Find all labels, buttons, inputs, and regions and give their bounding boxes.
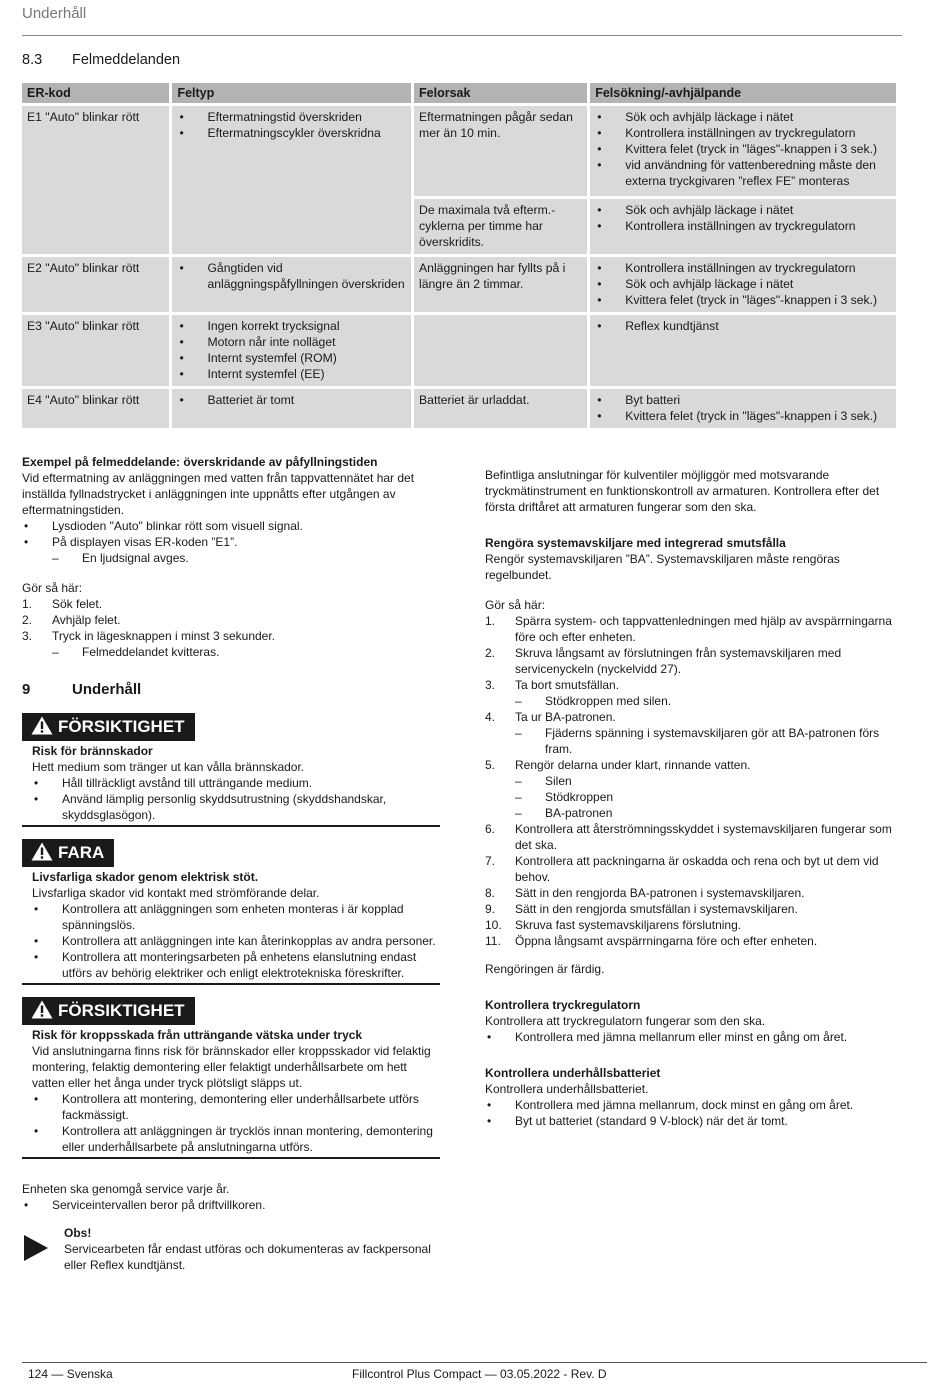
list-item: – Silen <box>485 773 905 789</box>
list-item: • Batteriet är tomt <box>177 392 406 408</box>
cell-code: E3 "Auto" blinkar rött <box>22 315 169 386</box>
cell-code: E1 "Auto" blinkar rött <box>22 106 169 254</box>
cell-types <box>172 106 411 254</box>
danger-box <box>22 839 440 985</box>
list-item: • Kontrollera med jämna mellanrum eller minst en gång om året. <box>485 1029 905 1045</box>
footer-divider <box>22 1362 927 1363</box>
cell-fix <box>590 315 896 386</box>
list-item: • Håll tillräckligt avstånd till utträngande medium. <box>32 775 440 791</box>
list-item: • Gångtiden vid anläggningspåfyllningen överskriden <box>177 260 406 292</box>
list-item: • Kontrollera att anläggningen inte kan återinkopplas av andra personer. <box>32 933 440 949</box>
steps-intro: Gör så här: <box>22 581 83 595</box>
steps-dash-list <box>22 644 440 660</box>
list-item: • Lysdioden "Auto" blinkar rött som visuell signal. <box>22 518 440 534</box>
list-item: – Felmeddelandet kvitteras. <box>22 644 440 660</box>
list-item: • Kontrollera inställningen av tryckregulatorn <box>595 260 891 276</box>
list-item: – Stödkroppen med silen. <box>485 693 905 709</box>
list-item: • Kontrollera att anläggningen är trycklös innan montering, demontering eller underhållsarbete på anslutningarna utförs. <box>32 1123 440 1155</box>
caution-text: Vid anslutningarna finns risk för brännskador eller kroppsskador vid felaktig montering, felaktig demontering eller felaktigt underhållsarbete om hett vatten eller het ånga under tryck plötsligt släpps ut. <box>32 1044 431 1090</box>
cell-code: E4 "Auto" blinkar rött <box>22 389 169 428</box>
example-title: Exempel på felmeddelande: överskridande av påfyllningstiden <box>22 455 378 469</box>
col-header-felorsak: Felorsak <box>414 83 587 103</box>
list-item: 8. Sätt in den rengjorda BA-patronen i systemavskiljaren. <box>485 886 805 900</box>
cell-fix <box>590 257 896 312</box>
list-item: 7. Kontrollera att packningarna är oskadda och rena och byt ut dem vid behov. <box>485 854 879 884</box>
list-item: • Kontrollera att monteringsarbeten på enhetens elanslutning endast utförs av behörig elektriker och enligt elektrotekniska föreskrifter. <box>32 949 440 981</box>
cell-fix <box>590 199 896 254</box>
battery-title: Kontrollera underhållsbatteriet <box>485 1066 661 1080</box>
service-text: Enheten ska genomgå service varje år. <box>22 1182 230 1196</box>
cleaning-steps <box>485 613 905 693</box>
table-row-e3 <box>22 315 896 386</box>
play-arrow-icon <box>24 1235 48 1265</box>
list-item: • Kontrollera med jämna mellanrum, dock minst en gång om året. <box>485 1097 905 1113</box>
dash-list <box>485 773 905 821</box>
footer-document-info: Fillcontrol Plus Compact — 03.05.2022 - Rev. D <box>352 1367 607 1381</box>
list-item: • Byt batteri <box>595 392 891 408</box>
left-column <box>22 454 440 1273</box>
list-item: • På displayen visas ER-koden ”E1”. <box>22 534 440 550</box>
caution-label: FÖRSIKTIGHET <box>22 713 195 741</box>
list-item: 1. Spärra system- och tappvattenledningen med hjälp av avspärrningarna före och efter enheten. <box>485 614 892 644</box>
caution-bullets <box>32 1091 440 1155</box>
battery-bullets <box>485 1097 905 1129</box>
list-item: 6. Kontrollera att återströmningsskyddet i systemavskiljaren fungerar som det ska. <box>485 822 892 852</box>
list-item: • Sök och avhjälp läckage i nätet <box>595 276 891 292</box>
danger-text: Livsfarliga skador vid kontakt med strömförande delar. <box>32 886 320 900</box>
running-header: Underhåll <box>22 5 87 22</box>
note-text: Servicearbeten får endast utföras och dokumenteras av fackpersonal eller Reflex kundtjänst. <box>64 1242 431 1272</box>
list-item: – BA-patronen <box>485 805 905 821</box>
list-item: 4. Ta ur BA-patronen. <box>485 710 616 724</box>
table-row-e2 <box>22 257 896 312</box>
warning-triangle-icon <box>31 842 53 860</box>
cell-types <box>172 315 411 386</box>
pressure-bullets <box>485 1029 905 1045</box>
battery-text: Kontrollera underhållsbatteriet. <box>485 1082 649 1096</box>
service-bullets <box>22 1197 440 1213</box>
caution-title: Risk för kroppsskada från utträngande vätska under tryck <box>32 1028 363 1042</box>
list-item: • Serviceintervallen beror på driftvillkoren. <box>22 1197 440 1213</box>
cleaning-steps <box>485 821 905 949</box>
list-item: • Byt ut batteriet (standard 9 V-block) när det är tomt. <box>485 1113 905 1129</box>
list-item: 11. Öppna långsamt avspärrningarna före och efter enheten. <box>485 934 818 948</box>
col-header-er-kod: ER-kod <box>22 83 169 103</box>
caution-box-1 <box>22 713 440 827</box>
col-header-felsokning: Felsökning/-avhjälpande <box>590 83 896 103</box>
list-item: • Ingen korrekt trycksignal <box>177 318 406 334</box>
dash-list <box>485 693 905 709</box>
cell-cause: Anläggningen har fyllts på i längre än 2 timmar. <box>414 257 587 312</box>
note-title: Obs! <box>64 1226 92 1240</box>
section-number: 8.3 <box>22 52 43 68</box>
table-row-e1a <box>22 106 896 196</box>
cell-code: E2 "Auto" blinkar rött <box>22 257 169 312</box>
cleaning-title: Rengöra systemavskiljare med integrerad smutsfålla <box>485 536 786 550</box>
cleaning-done: Rengöringen är färdig. <box>485 962 605 976</box>
footer-page-number: 124 — Svenska <box>28 1367 113 1381</box>
section-title: Felmeddelanden <box>72 52 181 68</box>
list-item: • vid användning för vattenberedning måste den externa tryckgivaren ”reflex FE” monteras <box>595 157 891 189</box>
list-item: • Kontrollera inställningen av tryckregulatorn <box>595 218 891 234</box>
list-item: – En ljudsignal avges. <box>22 550 440 566</box>
danger-title: Livsfarliga skador genom elektrisk stöt. <box>32 870 259 884</box>
list-item: • Reflex kundtjänst <box>595 318 891 334</box>
cleaning-steps <box>485 757 905 773</box>
pressure-regulator-text: Kontrollera att tryckregulatorn fungerar som den ska. <box>485 1014 766 1028</box>
cell-types <box>172 389 411 428</box>
error-table <box>19 80 899 431</box>
list-item: • Kontrollera att montering, demontering eller underhållsarbete utförs fackmässigt. <box>32 1091 440 1123</box>
example-bullets <box>22 518 440 550</box>
caution-title: Risk för brännskador <box>32 744 153 758</box>
list-item: 5. Rengör delarna under klart, rinnande vatten. <box>485 758 751 772</box>
cell-cause <box>414 315 587 386</box>
list-item: • Kontrollera inställningen av tryckregulatorn <box>595 125 891 141</box>
cell-cause: Batteriet är urladdat. <box>414 389 587 428</box>
list-item: • Eftermatningscykler överskridna <box>177 125 406 141</box>
list-item: • Kvittera felet (tryck in "läges"-knappen i 3 sek.) <box>595 292 891 308</box>
list-item: • Kontrollera att anläggningen som enheten monteras i är kopplad spänningslös. <box>32 901 440 933</box>
caution-label: FÖRSIKTIGHET <box>22 997 195 1025</box>
cell-cause: Eftermatningen pågår sedan mer än 10 min. <box>414 106 587 196</box>
header-divider <box>22 35 902 36</box>
example-text: Vid eftermatning av anläggningen med vatten från tappvattennätet har det inställda fyllnadstrycket i anläggningen inte uppnåtts efter utgången av eftermatningstiden. <box>22 471 415 517</box>
note-box <box>22 1225 440 1273</box>
list-item: 3. Tryck in lägesknappen i minst 3 sekunder. <box>22 629 276 643</box>
list-item: 2. Avhjälp felet. <box>22 613 121 627</box>
section-title: Underhåll <box>72 681 142 698</box>
example-dash-list <box>22 550 440 566</box>
list-item: 1. Sök felet. <box>22 597 103 611</box>
list-item: • Sök och avhjälp läckage i nätet <box>595 109 891 125</box>
dash-list <box>485 725 905 757</box>
list-item: • Kvittera felet (tryck in "läges"-knappen i 3 sek.) <box>595 408 891 424</box>
cell-types <box>172 257 411 312</box>
warning-triangle-icon <box>31 716 53 734</box>
cleaning-text: Rengör systemavskiljaren ”BA”. Systemavskiljaren måste rengöras regelbundet. <box>485 552 840 582</box>
pressure-regulator-title: Kontrollera tryckregulatorn <box>485 998 641 1012</box>
list-item: – Stödkroppen <box>485 789 905 805</box>
list-item: 2. Skruva långsamt av förslutningen från systemavskiljaren med servicenyckeln (nyckelvidd 27). <box>485 646 842 676</box>
list-item: 10. Skruva fast systemavskiljarens förslutning. <box>485 918 742 932</box>
list-item: • Internt systemfel (EE) <box>177 366 406 382</box>
col-header-feltyp: Feltyp <box>172 83 411 103</box>
cell-fix <box>590 106 896 196</box>
table-header-row <box>22 83 896 103</box>
list-item: • Internt systemfel (ROM) <box>177 350 406 366</box>
danger-bullets <box>32 901 440 981</box>
list-item: • Sök och avhjälp läckage i nätet <box>595 202 891 218</box>
list-item: • Kvittera felet (tryck in "läges"-knappen i 3 sek.) <box>595 141 891 157</box>
caution-box-2 <box>22 997 440 1159</box>
section-number: 9 <box>22 681 31 698</box>
danger-label: FARA <box>22 839 114 867</box>
list-item: • Använd lämplig personlig skyddsutrustning (skyddshandskar, skyddsglasögon). <box>32 791 440 823</box>
table-row-e4 <box>22 389 896 428</box>
list-item: – Fjäderns spänning i systemavskiljaren gör att BA-patronen förs fram. <box>485 725 905 757</box>
list-item: • Eftermatningstid överskriden <box>177 109 406 125</box>
intro-text: Befintliga anslutningar för kulventiler möjliggör med motsvarande tryckmätinstrument en funktionskontroll av armaturen. Kontrollera efter det första driftåret att armaturen fungerar som den ska. <box>485 468 880 514</box>
cell-cause: De maximala två efterm.-cyklerna per timme har överskridits. <box>414 199 587 254</box>
cell-fix <box>590 389 896 428</box>
warning-triangle-icon <box>31 1000 53 1018</box>
list-item: 3. Ta bort smutsfällan. <box>485 678 620 692</box>
section-heading-8-3 <box>22 52 180 68</box>
section-heading-9 <box>22 682 440 698</box>
steps-intro: Gör så här: <box>485 598 546 612</box>
steps-list <box>22 596 440 644</box>
list-item: 9. Sätt in den rengjorda smutsfällan i systemavskiljaren. <box>485 902 798 916</box>
caution-bullets <box>32 775 440 823</box>
cleaning-steps <box>485 709 905 725</box>
list-item: • Motorn når inte nolläget <box>177 334 406 350</box>
right-column <box>485 467 905 1129</box>
caution-text: Hett medium som tränger ut kan vålla brännskador. <box>32 760 305 774</box>
